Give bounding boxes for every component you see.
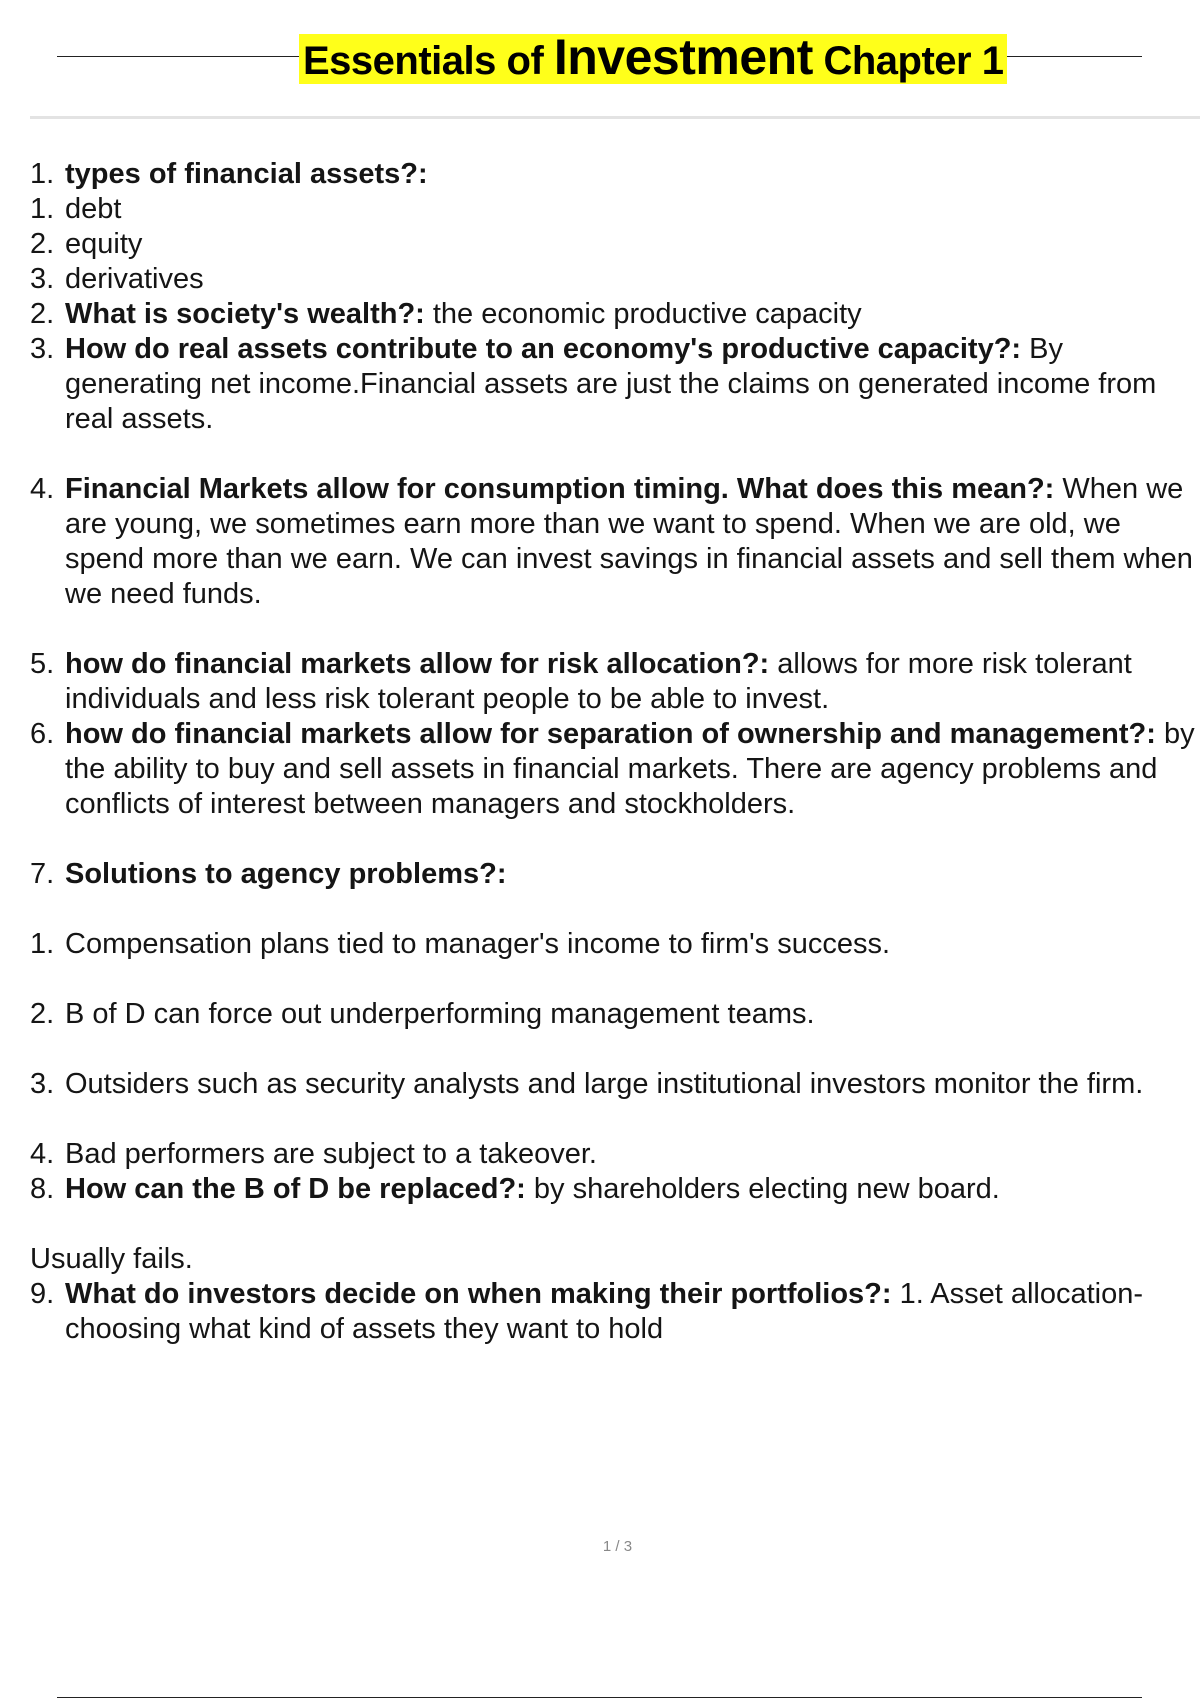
item-number: 1. [30,193,55,225]
page-title [299,29,1007,85]
list-item [30,192,1200,227]
item-number: 3. [30,263,55,295]
item-number: 5. [30,648,55,680]
list-item [30,262,1200,297]
item-number: 2. [30,998,55,1030]
question-text: Solutions to agency problems?: [65,858,507,890]
list-item [30,647,1200,717]
document-body [30,157,1200,1347]
item-number: 4. [30,1138,55,1170]
answer-text: allows for more risk tolerant individuals and less risk tolerant people to be able to invest. [65,648,1132,715]
answer-text: Usually fails. [30,1243,193,1275]
answer-text: Bad performers are subject to a takeover. [65,1138,597,1170]
item-number: 9. [30,1278,55,1310]
item-number: 3. [30,333,55,365]
item-number: 4. [30,473,55,505]
item-number: 8. [30,1173,55,1205]
answer-text: debt [65,193,122,225]
answer-text: B of D can force out underperforming management teams. [65,998,815,1030]
item-text [65,717,1200,822]
list-item [30,157,1200,192]
question-text: What do investors decide on when making their portfolios?: [65,1278,892,1310]
list-item [30,1172,1200,1207]
item-number: 3. [30,1068,55,1100]
list-item [30,1277,1200,1347]
title-row [57,26,1142,86]
list-item [30,332,1200,437]
item-number: 6. [30,718,55,750]
item-number: 1. [30,928,55,960]
list-item [30,1067,1200,1102]
list-item [30,717,1200,822]
item-text [65,857,507,892]
item-text [65,262,204,297]
answer-text: By generating net income.Financial assets are just the claims on generated income from real assets. [65,333,1157,435]
list-item [30,297,1200,332]
question-text: How can the B of D be replaced?: [65,1173,526,1205]
item-text [65,1277,1200,1347]
question-text: how do financial markets allow for separation of ownership and management?: [65,718,1156,750]
title-text-part-3: Chapter 1 [812,39,1004,83]
answer-text: by shareholders electing new board. [525,1173,1000,1205]
question-text: What is society's wealth?: [65,298,425,330]
answer-text: 1. Asset allocation- choosing what kind of assets they want to hold [65,1278,1144,1345]
question-text: Financial Markets allow for consumption timing. What does this mean?: [65,473,1055,505]
answer-text: When we are young, we sometimes earn more than we want to spend. When we are old, we spend more than we earn. We can invest savings in financial assets and sell them when we need funds. [65,473,1193,610]
item-text [65,332,1200,437]
answer-text: Compensation plans tied to manager's income to firm's success. [65,928,891,960]
item-number: 1. [30,158,55,190]
question-text: how do financial markets allow for risk allocation?: [65,648,770,680]
title-text-part-1: Essentials of [303,39,554,83]
answer-text: Outsiders such as security analysts and large institutional investors monitor the firm. [65,1068,1144,1100]
item-text [65,297,862,332]
list-item [30,227,1200,262]
header-separator [30,116,1200,119]
question-text: types of financial assets?: [65,158,428,190]
item-text [30,1242,193,1277]
item-text [65,1137,597,1172]
item-text [65,1067,1200,1102]
list-item [30,997,1200,1032]
list-item [30,1137,1200,1172]
footer-rule [57,1697,1142,1698]
item-text [65,157,428,192]
question-text: How do real assets contribute to an economy's productive capacity?: [65,333,1022,365]
item-text [65,997,815,1032]
item-number: 2. [30,228,55,260]
list-item [30,472,1200,612]
item-text [65,227,142,262]
item-text [65,192,121,227]
title-text-part-2: Investment [553,29,813,85]
item-number: 7. [30,858,55,890]
list-item [30,927,1200,962]
answer-text: by the ability to buy and sell assets in financial markets. There are agency problems and conflicts of interest between managers and stockholders. [65,718,1195,820]
item-text [65,927,890,962]
item-text [65,472,1200,612]
page-indicator: 1 / 3 [602,1538,633,1555]
item-text [65,647,1200,717]
item-text [65,1172,1000,1207]
list-item [30,1242,1200,1277]
list-item [30,857,1200,892]
item-number: 2. [30,298,55,330]
answer-text: derivatives [65,263,204,295]
answer-text: equity [65,228,143,260]
answer-text: the economic productive capacity [424,298,862,330]
